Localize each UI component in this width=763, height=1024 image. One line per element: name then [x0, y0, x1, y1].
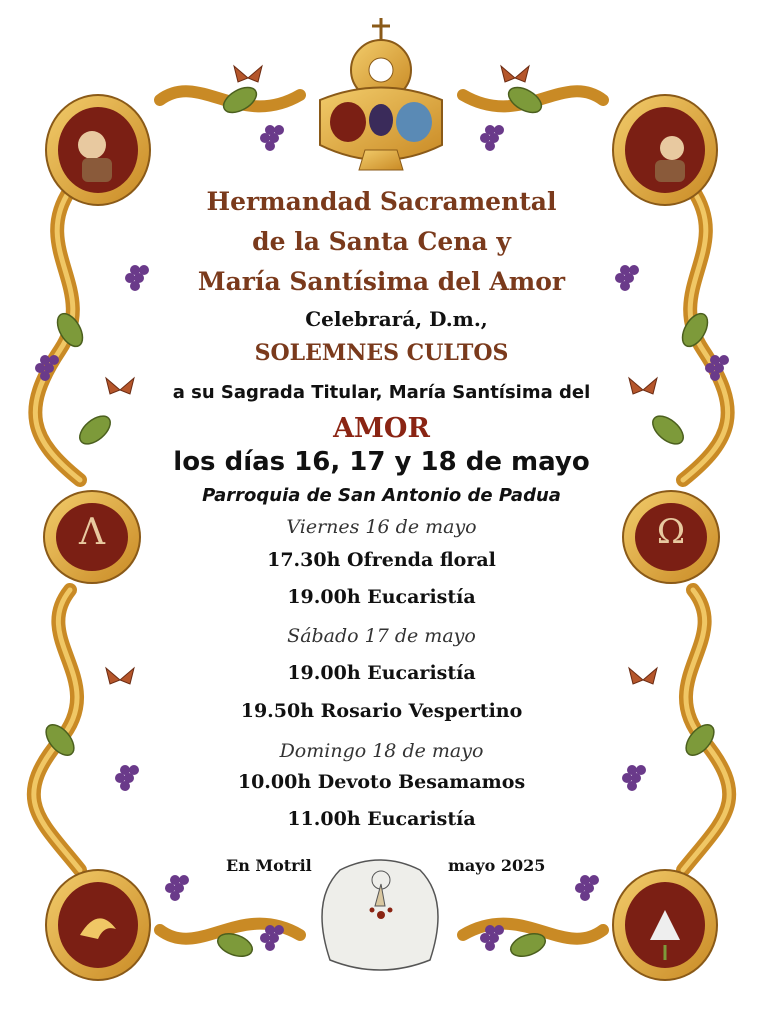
day-heading: Sábado 17 de mayo	[287, 625, 476, 647]
alpha-glyph: Λ	[79, 512, 105, 553]
schedule-event: 19.00h Eucaristía	[287, 586, 476, 608]
sagrada-titular: a su Sagrada Titular, María Santísima del	[172, 382, 591, 403]
amor-heading: AMOR	[333, 413, 430, 444]
day-heading: Domingo 18 de mayo	[279, 740, 484, 762]
parish-name: Parroquia de San Antonio de Padua	[202, 485, 561, 506]
celebrara-text: Celebrará, D.m.,	[305, 307, 488, 331]
dates-line: los días 16, 17 y 18 de mayo	[173, 447, 590, 477]
brotherhood-title-line-1: Hermandad Sacramental	[206, 187, 557, 216]
schedule-event: 19.00h Eucaristía	[287, 662, 476, 684]
day-heading: Viernes 16 de mayo	[286, 516, 477, 538]
solemnes-cultos: SOLEMNES CULTOS	[254, 340, 509, 366]
schedule-event: 11.00h Eucaristía	[287, 808, 476, 830]
brotherhood-title-line-3: María Santísima del Amor	[197, 267, 566, 296]
schedule-event: 19.50h Rosario Vespertino	[240, 700, 523, 722]
date-text: mayo 2025	[448, 856, 546, 875]
location-text: En Motril	[226, 856, 312, 875]
brotherhood-title-line-2: de la Santa Cena y	[252, 227, 511, 256]
schedule-event: 10.00h Devoto Besamamos	[237, 771, 526, 793]
omega-glyph: Ω	[656, 512, 686, 552]
schedule-event: 17.30h Ofrenda floral	[267, 549, 496, 571]
